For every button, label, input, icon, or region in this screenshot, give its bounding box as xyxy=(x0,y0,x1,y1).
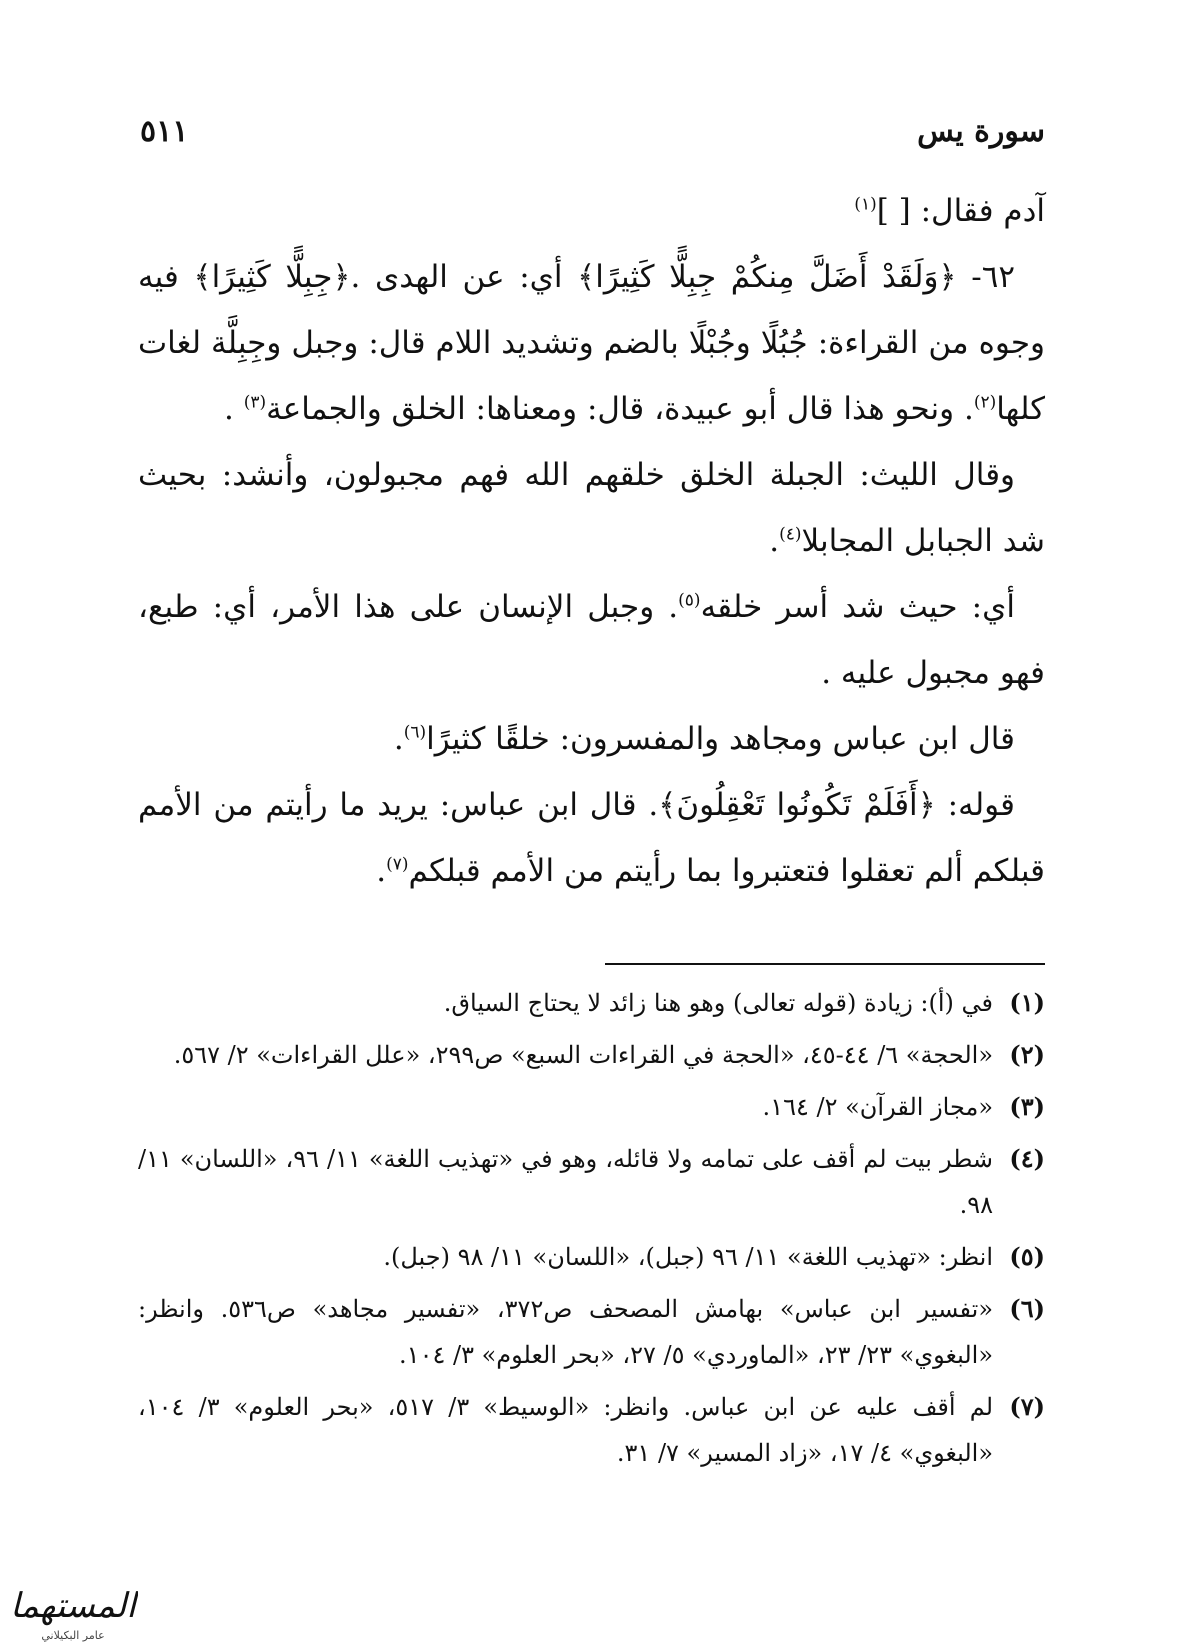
footnote: (٣) «مجاز القرآن» ٢/ ١٦٤. xyxy=(762,1092,1045,1121)
footnote-ref: (١) xyxy=(854,194,877,215)
footnote-ref: (٧) xyxy=(386,854,409,875)
footnote-ref: (٦) xyxy=(403,722,427,743)
svg-text:عامر البكيلاني: عامر البكيلاني xyxy=(41,1629,105,1642)
page-number: ٥١١ xyxy=(140,113,189,149)
footnote: (٦) «تفسير ابن عباس» بهامش المصحف ص٣٧٢، «تفسير مجاهد» ص٥٣٦. وانظر: «البغوي» ٢٣/ ٢٣، «الماوردي» ٥/ ٢٧، «بحر العلوم» ٣/ ١٠٤. xyxy=(138,1294,1045,1369)
footnote: (٤) شطر بيت لم أقف على تمامه ولا قائله، وهو في «تهذيب اللغة» ١١/ ٩٦، «اللسان» ١١/ ٩٨. xyxy=(138,1144,1045,1219)
footnote: (٢) «الحجة» ٦/ ٤٤-٤٥، «الحجة في القراءات السبع» ص٢٩٩، «علل القراءات» ٢/ ٥٦٧. xyxy=(173,1040,1045,1069)
paragraph: قال ابن عباس ومجاهد والمفسرون: خلقًا كثيرًا$^{(٦)}$. xyxy=(393,721,1015,757)
footnote-ref: (٣) xyxy=(243,392,267,413)
page-header xyxy=(140,106,1045,156)
paragraph: أي: حيث شد أسر خلقه$^{(٥)}$. وجبل الإنسان على هذا الأمر، أي: طبع، فهو مجبول عليه . xyxy=(138,589,1045,691)
footnotes xyxy=(138,980,1045,1482)
footnote-ref: (٥) xyxy=(678,590,701,611)
main-text xyxy=(138,178,1045,904)
footnote: (١) في (أ): زيادة (قوله تعالى) وهو هنا زائد لا يحتاج السياق. xyxy=(443,988,1045,1017)
footnote-ref: (٢) xyxy=(973,392,997,413)
publisher-logo-icon xyxy=(8,1575,138,1645)
footnote-divider xyxy=(605,963,1045,965)
paragraph: آدم فقال: [ ]$^{(١)}$ xyxy=(854,193,1045,229)
surah-title: سورة يس xyxy=(917,113,1045,149)
svg-text:المستهما: المستهما xyxy=(10,1586,136,1626)
footnote-ref: (٤) xyxy=(779,524,802,545)
paragraph: قوله: ﴿أَفَلَمْ تَكُونُوا تَعْقِلُونَ﴾. قال ابن عباس: يريد ما رأيتم من الأمم قبلكم ألم تعقلوا فتعتبروا بما رأيتم من الأمم قبلكم$^{(٧)}$. xyxy=(138,787,1045,889)
paragraph: ٦٢- ﴿وَلَقَدْ أَضَلَّ مِنكُمْ جِبِلًّا كَثِيرًا﴾ أي: عن الهدى .﴿جِبِلًّا كَثِيرًا﴾ فيه وجوه من القراءة: جُبُلًا وجُبْلًا بالضم وتشديد اللام قال: وجبل وجِبِلَّة لغات كلها$^{(٢)}$. ونحو هذا قال أبو عبيدة، قال: ومعناها: الخلق والجماعة$^{(٣)}$ . xyxy=(138,259,1045,427)
paragraph: وقال الليث: الجبلة الخلق خلقهم الله فهم مجبولون، وأنشد: بحيث شد الجبابل المجابلا$^{(٤)}$. xyxy=(138,457,1045,559)
footnote: (٧) لم أقف عليه عن ابن عباس. وانظر: «الوسيط» ٣/ ٥١٧، «بحر العلوم» ٣/ ١٠٤، «البغوي» ٤/ ١٧، «زاد المسير» ٧/ ٣١. xyxy=(138,1392,1045,1467)
footnote: (٥) انظر: «تهذيب اللغة» ١١/ ٩٦ (جبل)، «اللسان» ١١/ ٩٨ (جبل). xyxy=(383,1242,1045,1271)
